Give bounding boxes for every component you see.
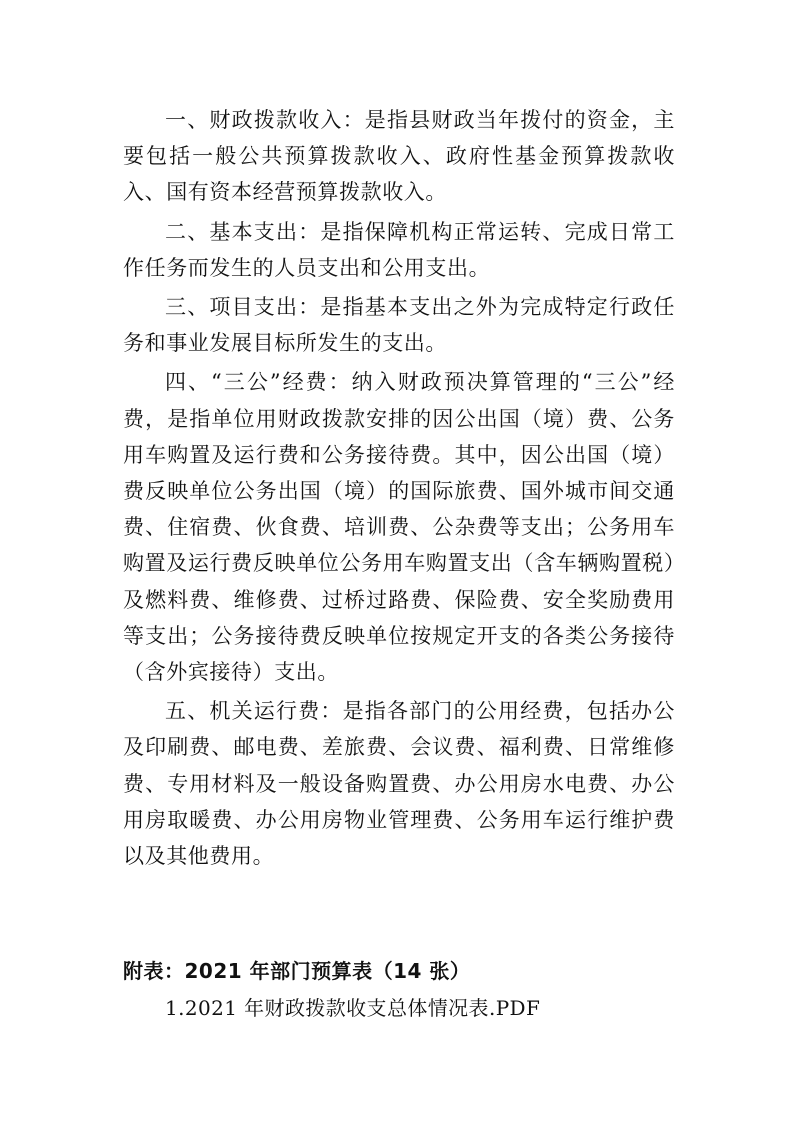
- paragraph-fiscal-appropriation-income: 一、财政拨款收入：是指县财政当年拨付的资金，主要包括一般公共预算拨款收入、政府性基金预算拨款收入、国有资本经营预算拨款收入。: [123, 108, 675, 205]
- attachment-section: [123, 953, 683, 1027]
- paragraph-agency-operating-expenses: 五、机关运行费：是指各部门的公用经费，包括办公及印刷费、邮电费、差旅费、会议费、福利费、日常维修费、专用材料及一般设备购置费、办公用房水电费、办公用房取暖费、办公用房物业管理费、公务用车运行维护费以及其他费用。: [123, 699, 675, 869]
- paragraph-three-public-expenses: 四、“三公”经费：纳入财政预决算管理的“三公”经费，是指单位用财政拨款安排的因公出国（境）费、公务用车购置及运行费和公务接待费。其中，因公出国（境）费反映单位公务出国（境）的国际旅费、国外城市间交通费、住宿费、伙食费、培训费、公杂费等支出；公务用车购置及运行费反映单位公务用车购置支出（含车辆购置税）及燃料费、维修费、过桥过路费、保险费、安全奖励费用等支出；公务接待费反映单位按规定开支的各类公务接待（含外宾接待）支出。: [123, 370, 675, 685]
- attachment-title: 附表：2021 年部门预算表（14 张）: [123, 959, 471, 983]
- attachment-link[interactable]: 1.2021 年财政拨款收支总体情况表.PDF: [165, 996, 541, 1020]
- paragraph-basic-expenditure: 二、基本支出：是指保障机构正常运转、完成日常工作任务而发生的人员支出和公用支出。: [123, 219, 675, 280]
- definitions-section: [123, 102, 675, 877]
- paragraph-project-expenditure: 三、项目支出：是指基本支出之外为完成特定行政任务和事业发展目标所发生的支出。: [123, 295, 675, 356]
